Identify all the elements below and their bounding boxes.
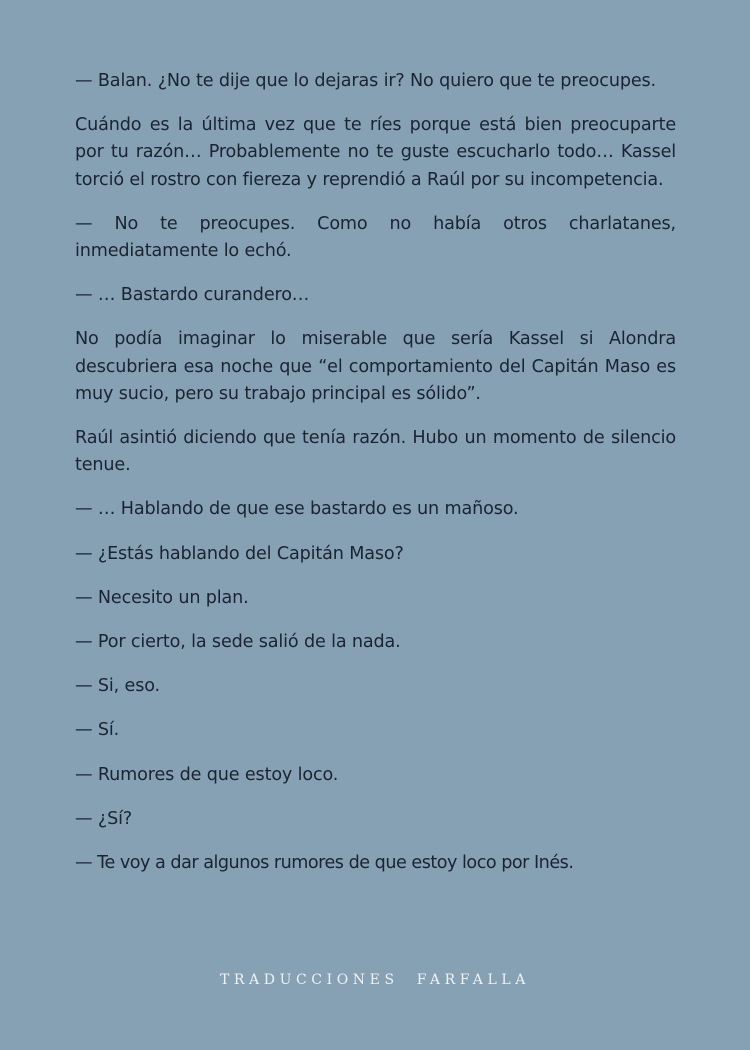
- paragraph-1: — Balan. ¿No te dije que lo dejaras ir? No quiero que te preocupes.: [75, 71, 656, 91]
- paragraph-7: — … Hablando de que ese bastardo es un mañoso.: [75, 499, 519, 520]
- paragraph-2: Cuándo es la última vez que te ríes porque está bien preocuparte por tu razón… Probablemente no te guste escucharlo todo… Kassel torció el rostro con fiereza y reprendió a Raúl por su incompetencia.: [75, 115, 676, 190]
- paragraph-9: — Necesito un plan.: [75, 587, 249, 608]
- paragraph-13: — Rumores de que estoy loco.: [75, 764, 339, 785]
- paragraph-8: — ¿Estás hablando del Capitán Maso?: [75, 543, 404, 564]
- paragraph-3: — No te preocupes. Como no había otros charlatanes, inmediatamente lo echó.: [75, 213, 676, 262]
- paragraph-10: — Por cierto, la sede salió de la nada.: [75, 632, 401, 653]
- paragraph-6: Raúl asintió diciendo que tenía razón. Hubo un momento de silencio tenue.: [75, 428, 676, 476]
- paragraph-15: — Te voy a dar algunos rumores de que estoy loco por Inés.: [75, 853, 574, 874]
- translator-credit: TRADUCCIONES FARFALLA: [219, 972, 531, 988]
- paragraph-5: No podía imaginar lo miserable que sería Kassel si Alondra descubriera esa noche que “el comportamiento del Capitán Maso es muy sucio, pero su trabajo principal es sólido”.: [75, 329, 676, 404]
- paragraph-4: — … Bastardo curandero…: [75, 285, 310, 306]
- paragraph-12: — Sí.: [75, 720, 120, 741]
- page-body: [75, 68, 676, 894]
- paragraph-14: — ¿Sí?: [75, 808, 133, 829]
- paragraph-11: — Si, eso.: [75, 676, 160, 697]
